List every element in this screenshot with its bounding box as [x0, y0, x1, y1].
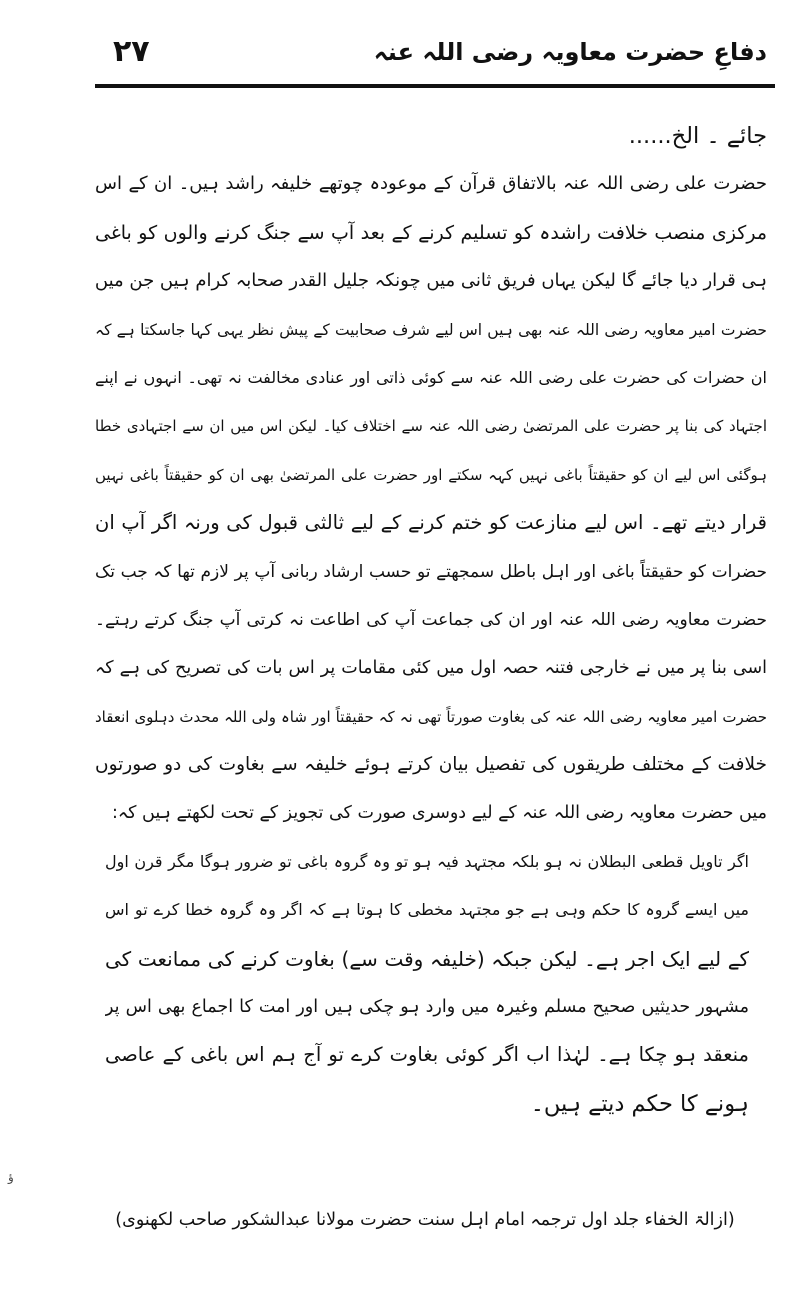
text-line: حضرت معاویہ رضی اللہ عنہ اور ان کی جماعت آپ کی اطاعت نہ کرتی آپ جنگ کرتے رہتے۔ — [95, 609, 767, 630]
margin-mark: ؤ — [8, 1170, 14, 1184]
source-citation: (ازالۃ الخفاء جلد اول ترجمہ امام اہل سنت حضرت مولانا عبدالشکور صاحب لکھنوی) — [115, 1210, 735, 1230]
quote-line: کے لیے ایک اجر ہے۔ لیکن جبکہ (خلیفہ وقت سے) بغاوت کرنے کی ممانعت کی — [105, 946, 749, 971]
quote-line: منعقد ہو چکا ہے۔ لہٰذا اب اگر کوئی بغاوت کرے تو آج ہم اس باغی کے عاصی — [105, 1043, 749, 1067]
body-text — [95, 112, 767, 1128]
header-rule — [95, 84, 775, 88]
quote-line: ہونے کا حکم دیتے ہیں۔ — [530, 1090, 749, 1117]
text-line: اجتہاد کی بنا پر حضرت علی المرتضیٰ رضی اللہ عنہ سے اختلاف کیا۔ لیکن اس میں ان سے اجتہادی خطا — [95, 417, 767, 436]
block-quote — [105, 838, 749, 1128]
running-title: دفاعِ حضرت معاویہ رضی اللہ عنہ — [373, 38, 767, 66]
text-line: ان حضرات کی حضرت علی رضی اللہ عنہ سے کوئی ذاتی اور عنادی مخالفت نہ تھی۔ انہوں نے اپنے — [95, 367, 767, 387]
text-line: حضرت علی رضی اللہ عنہ بالاتفاق قرآن کے موعودہ چوتھے خلیفہ راشد ہیں۔ ان کے اس — [95, 173, 767, 195]
page-header — [95, 32, 767, 82]
text-line: میں حضرت معاویہ رضی اللہ عنہ کے لیے دوسری صورت کی تجویز کے تحت لکھتے ہیں کہ: — [111, 803, 767, 824]
text-line: قرار دیتے تھے۔ اس لیے منازعت کو ختم کرنے کے لیے ثالثی قبول کی ورنہ اگر آپ ان — [95, 511, 767, 535]
quote-line: میں ایسے گروہ کا حکم وہی ہے جو مجتہد مخطی کا ہوتا ہے کہ اگر وہ گروہ خطا کرے تو اس — [105, 900, 749, 920]
text-line: اسی بنا پر میں نے خارجی فتنہ حصہ اول میں کئی مقامات پر اس بات کی تصریح کی ہے کہ — [95, 658, 767, 679]
text-line: حضرت امیر معاویہ رضی اللہ عنہ کی بغاوت صورتاً تھی نہ کہ حقیقتاً اور شاہ ولی اللہ محدث دہلوی انعقاد — [95, 707, 767, 726]
text-line: مرکزی منصب خلافت راشدہ کو تسلیم کرنے کے بعد آپ سے جنگ کرنے والوں کو باغی — [95, 221, 767, 244]
text-line: ہی قرار دیا جائے گا لیکن یہاں فریق ثانی میں چونکہ جلیل القدر صحابہ کرام ہیں جن میں — [95, 270, 767, 292]
page-number: ۲۷ — [113, 34, 150, 69]
quote-line: اگر تاویل قطعی البطلان نہ ہو بلکہ مجتہد فیہ ہو تو وہ گروہ باغی تو ضرور ہوگا مگر قرن اول — [105, 851, 749, 871]
text-line: حضرت امیر معاویہ رضی اللہ عنہ بھی ہیں اس لیے شرف صحابیت کے پیش نظر یہی کہا جاسکتا ہے کہ — [95, 320, 767, 339]
text-line: حضرات کو حقیقتاً باغی اور اہل باطل سمجھتے تو حسب ارشاد ربانی آپ پر لازم تھا کہ جب تک — [95, 561, 767, 582]
text-line: ہوگئی اس لیے ان کو حقیقتاً باغی نہیں کہہ سکتے اور حضرت علی المرتضیٰ بھی ان کو حقیقتاً باغی نہیں — [95, 465, 767, 484]
text-line: خلافت کے مختلف طریقوں کی تفصیل بیان کرتے ہوئے خلیفہ سے بغاوت کی دو صورتوں — [95, 754, 767, 776]
quote-line: مشہور حدیثیں صحیح مسلم وغیرہ میں وارد ہو چکی ہیں اور امت کا اجماع بھی اس پر — [105, 997, 749, 1018]
text-line: جائے ۔ الخ...... — [628, 123, 767, 149]
